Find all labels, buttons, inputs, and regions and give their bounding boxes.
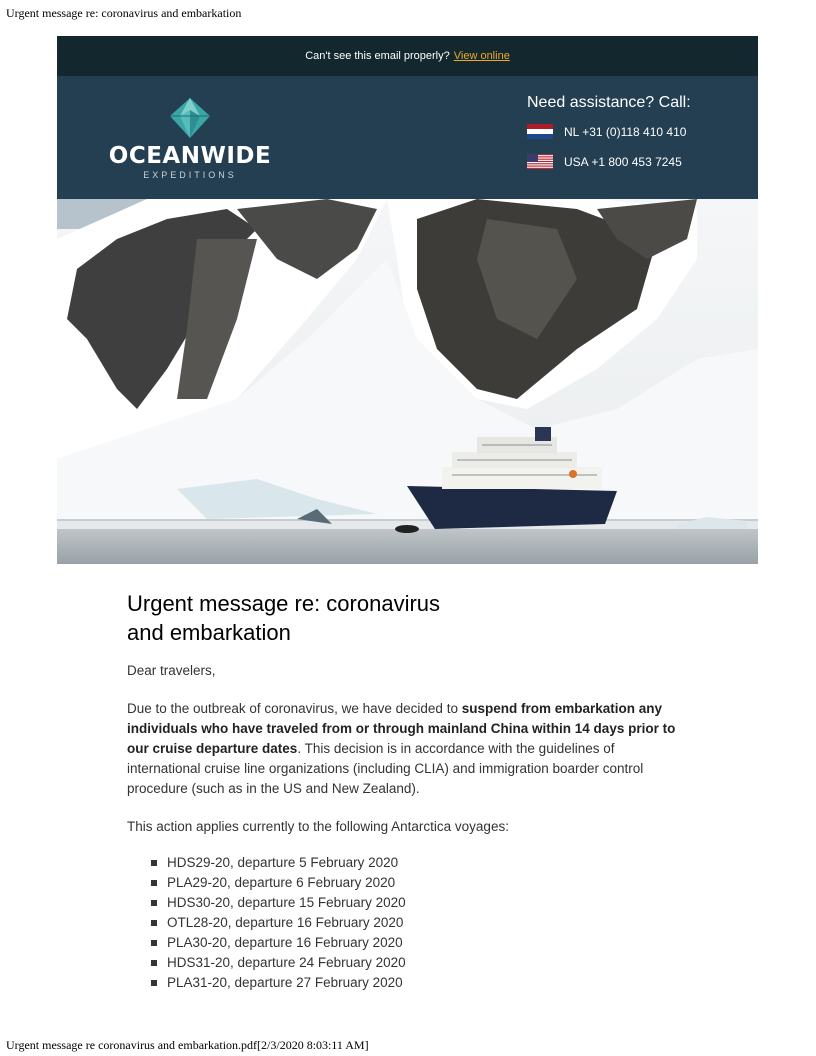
bullet-icon	[151, 920, 157, 926]
voyage-text: HDS29-20, departure 5 February 2020	[167, 855, 399, 870]
applies-text: This action applies currently to the following Antarctica voyages:	[127, 819, 509, 834]
phone-usa-text: USA +1 800 453 7245	[564, 154, 682, 169]
headline-line-1: Urgent message re: coronavirus	[127, 591, 441, 616]
diamond-icon	[168, 96, 212, 140]
list-item	[151, 933, 688, 953]
voyage-text: PLA30-20, departure 16 February 2020	[167, 935, 403, 950]
bullet-icon	[151, 980, 157, 986]
voyage-text: PLA29-20, departure 6 February 2020	[167, 875, 396, 890]
usa-flag-icon	[527, 154, 553, 169]
top-notice-bar	[57, 36, 758, 76]
voyage-text: HDS31-20, departure 24 February 2020	[167, 955, 406, 970]
brand-header	[57, 76, 758, 199]
bullet-icon	[151, 960, 157, 966]
greeting: Dear travelers,	[127, 663, 216, 678]
voyage-text: HDS30-20, departure 15 February 2020	[167, 895, 406, 910]
list-item	[151, 893, 688, 913]
paragraph-end: . This decision is in accordance with the guidelines of international cruise line organizations (including CLIA) and immigration boarder control procedure (such as in the US and New Zealand).	[127, 741, 644, 796]
assistance-block	[527, 94, 691, 184]
print-footer: Urgent message re coronavirus and embarkation.pdf[2/3/2020 8:03:11 AM]	[6, 1038, 369, 1052]
bullet-icon	[151, 940, 157, 946]
bullet-icon	[151, 900, 157, 906]
main-paragraph	[127, 699, 687, 799]
netherlands-flag-icon	[527, 124, 553, 139]
message-content	[57, 589, 758, 993]
paragraph-bold: suspend from embarkation any individuals who have traveled from or through mainland China within 14 days prior to our cruise departure dates	[127, 701, 676, 756]
message-headline	[127, 589, 688, 647]
paragraph-start: Due to the outbreak of coronavirus, we have decided to	[127, 701, 462, 716]
email-body	[57, 36, 758, 993]
voyage-text: PLA31-20, departure 27 February 2020	[167, 975, 403, 990]
list-item	[151, 853, 688, 873]
brand-name: OCEANWIDE	[108, 143, 272, 169]
voyage-text: OTL28-20, departure 16 February 2020	[167, 915, 404, 930]
phone-nl[interactable]	[527, 124, 691, 139]
list-item	[151, 973, 688, 993]
voyage-list	[127, 853, 688, 993]
bullet-icon	[151, 880, 157, 886]
view-online-link[interactable]: View online	[453, 50, 510, 62]
list-item	[151, 953, 688, 973]
brand-subtitle: EXPEDITIONS	[143, 170, 237, 180]
print-header: Urgent message re: coronavirus and embarkation	[6, 6, 242, 20]
list-item	[151, 873, 688, 893]
phone-nl-text: NL +31 (0)118 410 410	[564, 124, 687, 139]
bullet-icon	[151, 860, 157, 866]
assistance-title: Need assistance? Call:	[527, 94, 691, 111]
antarctic-ship-photo	[57, 199, 758, 564]
list-item	[151, 913, 688, 933]
phone-usa[interactable]	[527, 154, 691, 169]
oceanwide-logo[interactable]	[105, 96, 275, 180]
cant-see-text: Can't see this email properly?	[305, 50, 450, 62]
headline-line-2: and embarkation	[127, 620, 291, 645]
